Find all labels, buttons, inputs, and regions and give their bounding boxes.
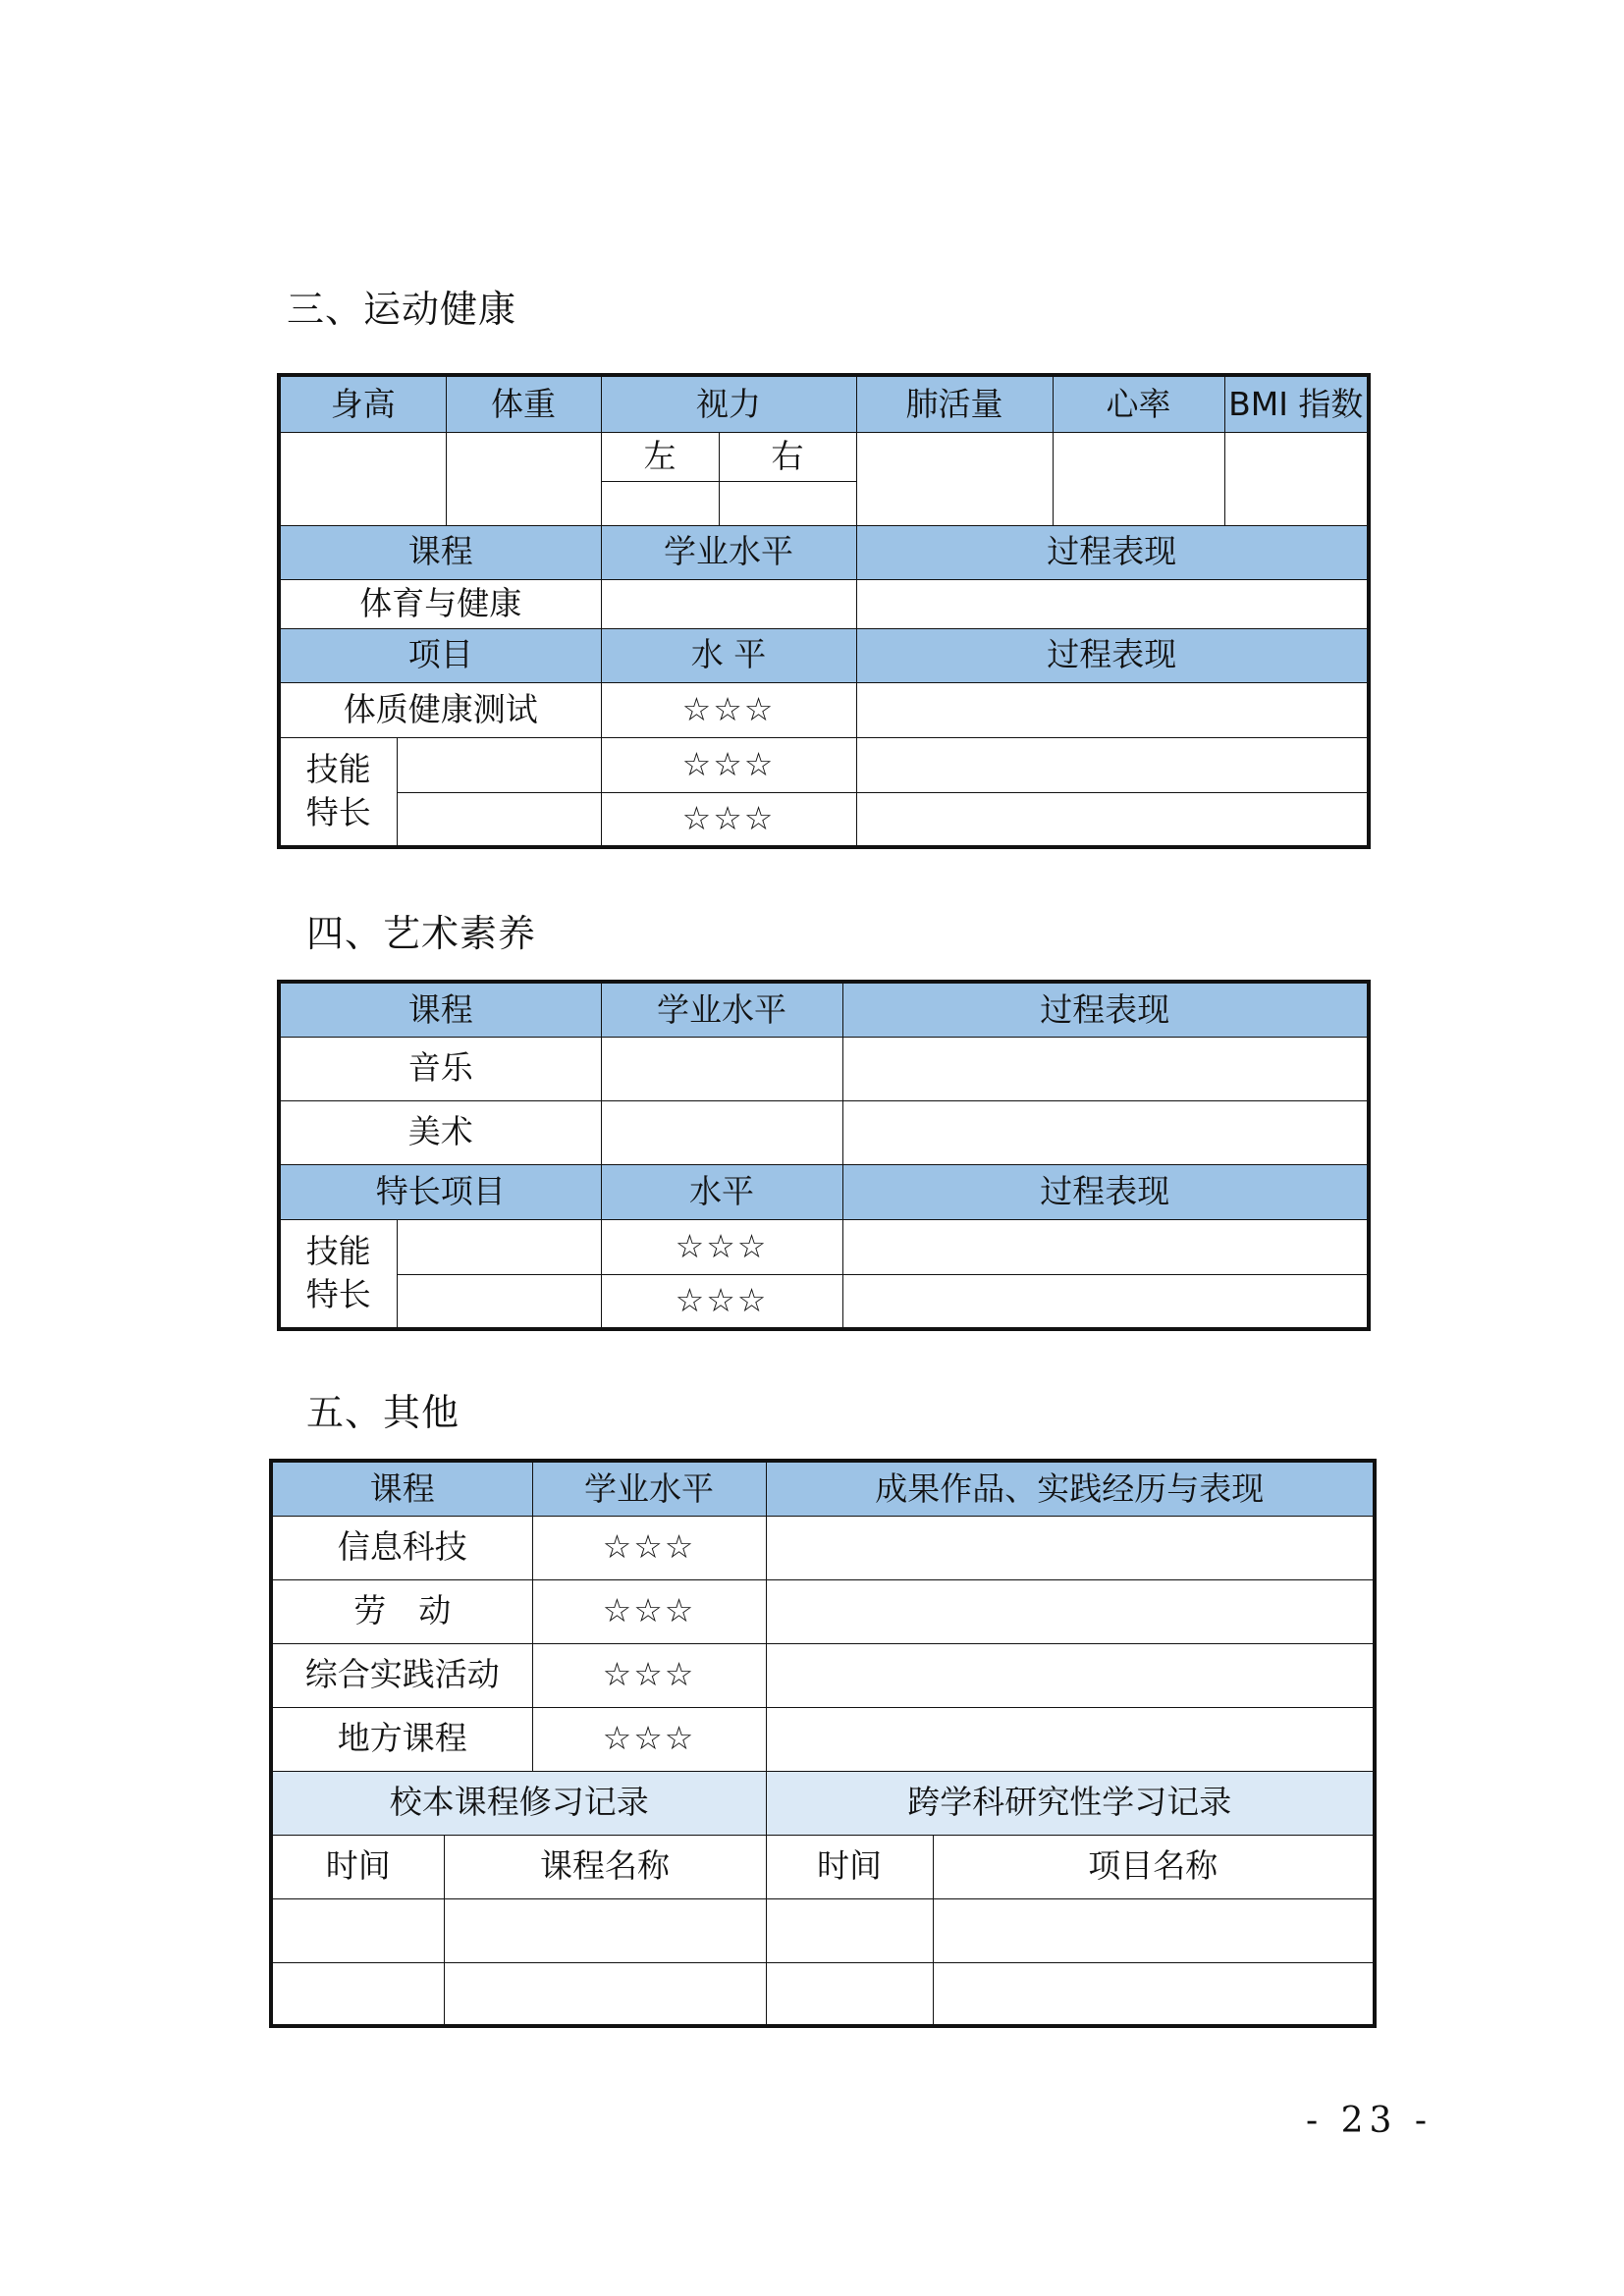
record-project-name-cell[interactable] (933, 1898, 1375, 1962)
music-performance-cell[interactable] (842, 1037, 1369, 1100)
vision-right-value-cell[interactable] (719, 481, 856, 525)
skill-name-cell[interactable] (397, 737, 601, 792)
record-project-name-cell[interactable] (933, 1962, 1375, 2026)
height-value-cell[interactable] (279, 432, 446, 525)
section-title-other: 五、其他 (306, 1391, 460, 1434)
pe-level-cell[interactable] (601, 579, 856, 628)
records-project-name-header: 项目名称 (933, 1835, 1375, 1898)
fitness-performance-cell[interactable] (856, 682, 1369, 737)
skill-star-rating[interactable]: ☆☆☆ (601, 792, 856, 847)
record-time-cell-2[interactable] (766, 1898, 933, 1962)
music-level-cell[interactable] (601, 1037, 842, 1100)
header-lung-capacity: 肺活量 (856, 375, 1053, 432)
skill-name-cell[interactable] (397, 1219, 601, 1274)
level-header: 学业水平 (601, 982, 842, 1037)
page-number: - 23 - (1306, 2101, 1434, 2141)
fitness-test-label: 体质健康测试 (279, 682, 601, 737)
performance-header: 过程表现 (842, 982, 1369, 1037)
skill-name-cell[interactable] (397, 1274, 601, 1329)
course-header: 课程 (279, 982, 601, 1037)
course-local: 地方课程 (271, 1707, 532, 1771)
fine-arts-level-cell[interactable] (601, 1100, 842, 1164)
practice-star-rating[interactable]: ☆☆☆ (532, 1643, 766, 1707)
skill-name-cell[interactable] (397, 792, 601, 847)
skill-performance-cell[interactable] (856, 792, 1369, 847)
header-bmi: BMI 指数 (1224, 375, 1369, 432)
record-course-name-cell[interactable] (444, 1898, 766, 1962)
fitness-star-rating[interactable]: ☆☆☆ (601, 682, 856, 737)
heart-rate-value-cell[interactable] (1053, 432, 1224, 525)
practice-works-cell[interactable] (766, 1643, 1375, 1707)
records-time-header-2: 时间 (766, 1835, 933, 1898)
course-info-tech: 信息科技 (271, 1516, 532, 1579)
info-tech-star-rating[interactable]: ☆☆☆ (532, 1516, 766, 1579)
other-table (269, 1459, 1377, 2028)
school-course-records-header: 校本课程修习记录 (271, 1771, 766, 1835)
record-time-cell[interactable] (271, 1962, 444, 2026)
info-tech-works-cell[interactable] (766, 1516, 1375, 1579)
vision-right-label: 右 (719, 432, 856, 481)
records-course-name-header: 课程名称 (444, 1835, 766, 1898)
item-level-header: 水 平 (601, 628, 856, 682)
course-header: 课程 (271, 1461, 532, 1516)
skill-star-rating[interactable]: ☆☆☆ (601, 1274, 842, 1329)
skill-label-line1: 技能 (305, 749, 371, 788)
skill-label-line2: 特长 (305, 793, 371, 832)
works-performance-header: 成果作品、实践经历与表现 (766, 1461, 1375, 1516)
skill-star-rating[interactable]: ☆☆☆ (601, 1219, 842, 1274)
skill-label-line2: 特长 (305, 1275, 371, 1314)
bmi-value-cell[interactable] (1224, 432, 1369, 525)
vision-left-value-cell[interactable] (601, 481, 719, 525)
performance-header: 过程表现 (856, 525, 1369, 579)
header-vision: 视力 (601, 375, 856, 432)
record-course-name-cell[interactable] (444, 1962, 766, 2026)
section-title-sports: 三、运动健康 (287, 288, 517, 331)
record-time-cell[interactable] (271, 1898, 444, 1962)
course-pe-health: 体育与健康 (279, 579, 601, 628)
arts-table (277, 980, 1371, 1331)
level-header: 学业水平 (532, 1461, 766, 1516)
header-heart-rate: 心率 (1053, 375, 1224, 432)
specialty-performance-header: 过程表现 (842, 1164, 1369, 1219)
vision-left-label: 左 (601, 432, 719, 481)
skill-performance-cell[interactable] (842, 1274, 1369, 1329)
item-header: 项目 (279, 628, 601, 682)
fine-arts-performance-cell[interactable] (842, 1100, 1369, 1164)
pe-performance-cell[interactable] (856, 579, 1369, 628)
course-fine-arts: 美术 (279, 1100, 601, 1164)
labor-works-cell[interactable] (766, 1579, 1375, 1643)
local-works-cell[interactable] (766, 1707, 1375, 1771)
course-practice-activities: 综合实践活动 (271, 1643, 532, 1707)
skill-specialty-label (279, 737, 397, 847)
item-performance-header: 过程表现 (856, 628, 1369, 682)
skill-performance-cell[interactable] (842, 1219, 1369, 1274)
cross-disciplinary-records-header: 跨学科研究性学习记录 (766, 1771, 1375, 1835)
labor-star-rating[interactable]: ☆☆☆ (532, 1579, 766, 1643)
local-star-rating[interactable]: ☆☆☆ (532, 1707, 766, 1771)
sports-table (277, 373, 1371, 849)
course-header: 课程 (279, 525, 601, 579)
skill-star-rating[interactable]: ☆☆☆ (601, 737, 856, 792)
section-title-arts: 四、艺术素养 (306, 912, 537, 955)
header-weight: 体重 (446, 375, 601, 432)
lung-capacity-value-cell[interactable] (856, 432, 1053, 525)
weight-value-cell[interactable] (446, 432, 601, 525)
header-height: 身高 (279, 375, 446, 432)
skill-label-line1: 技能 (305, 1231, 371, 1270)
level-header: 学业水平 (601, 525, 856, 579)
record-time-cell-2[interactable] (766, 1962, 933, 2026)
course-labor: 劳 动 (271, 1579, 532, 1643)
skill-specialty-label (279, 1219, 397, 1329)
specialty-header: 特长项目 (279, 1164, 601, 1219)
records-time-header: 时间 (271, 1835, 444, 1898)
course-music: 音乐 (279, 1037, 601, 1100)
skill-performance-cell[interactable] (856, 737, 1369, 792)
specialty-level-header: 水平 (601, 1164, 842, 1219)
